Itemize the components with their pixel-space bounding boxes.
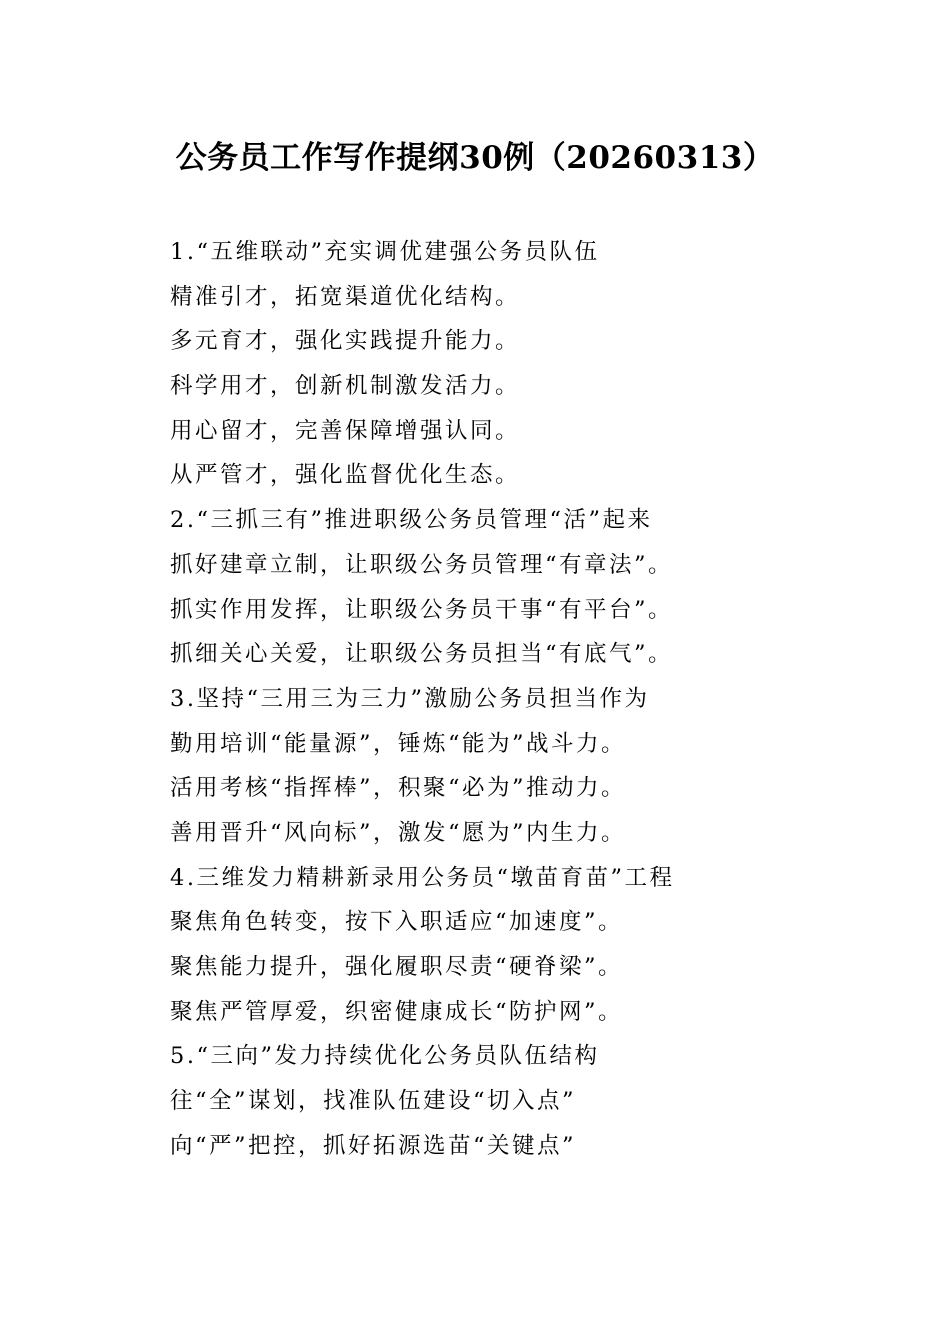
outline-item: 抓实作用发挥，让职级公务员干事“有平台”。 — [170, 596, 674, 623]
section-heading-1: 1.“五维联动”充实调优建强公务员队伍 — [170, 239, 600, 265]
outline-item: 聚焦严管厚爱，织密健康成长“防护网”。 — [170, 998, 624, 1025]
section-heading-4: 4.三维发力精耕新录用公务员“墩苗育苗”工程 — [170, 864, 675, 891]
outline-item: 从严管才，强化监督优化生态。 — [170, 462, 521, 489]
outline-item: 聚焦能力提升，强化履职尽责“硬脊梁”。 — [170, 954, 624, 980]
outline-item: 善用晋升“风向标”，激发“愿为”内生力。 — [170, 819, 627, 846]
document-body — [170, 230, 870, 1168]
outline-item: 往“全”谋划，找准队伍建设“切入点” — [170, 1088, 577, 1115]
outline-item: 抓好建章立制，让职级公务员管理“有章法”。 — [170, 551, 674, 578]
section-heading-5: 5.“三向”发力持续优化公务员队伍结构 — [170, 1043, 600, 1070]
outline-item: 向“严”把控，抓好拓源选苗“关键点” — [170, 1132, 577, 1159]
document-title: 公务员工作写作提纲30例（20260313） — [175, 140, 775, 176]
outline-item: 抓细关心关爱，让职级公务员担当“有底气”。 — [170, 641, 674, 668]
outline-item: 用心留才，完善保障增强认同。 — [170, 417, 521, 444]
outline-item: 勤用培训“能量源”，锤炼“能为”战斗力。 — [170, 730, 627, 757]
outline-item: 精准引才，拓宽渠道优化结构。 — [170, 283, 521, 310]
outline-item: 活用考核“指挥棒”，积聚“必为”推动力。 — [170, 775, 627, 802]
outline-item: 多元育才，强化实践提升能力。 — [170, 328, 521, 355]
outline-item: 聚焦角色转变，按下入职适应“加速度”。 — [170, 909, 624, 936]
section-heading-2: 2.“三抓三有”推进职级公务员管理“活”起来 — [170, 507, 653, 534]
outline-item: 科学用才，创新机制激发活力。 — [170, 373, 521, 400]
section-heading-3: 3.坚持“三用三为三力”激励公务员担当作为 — [170, 685, 650, 712]
